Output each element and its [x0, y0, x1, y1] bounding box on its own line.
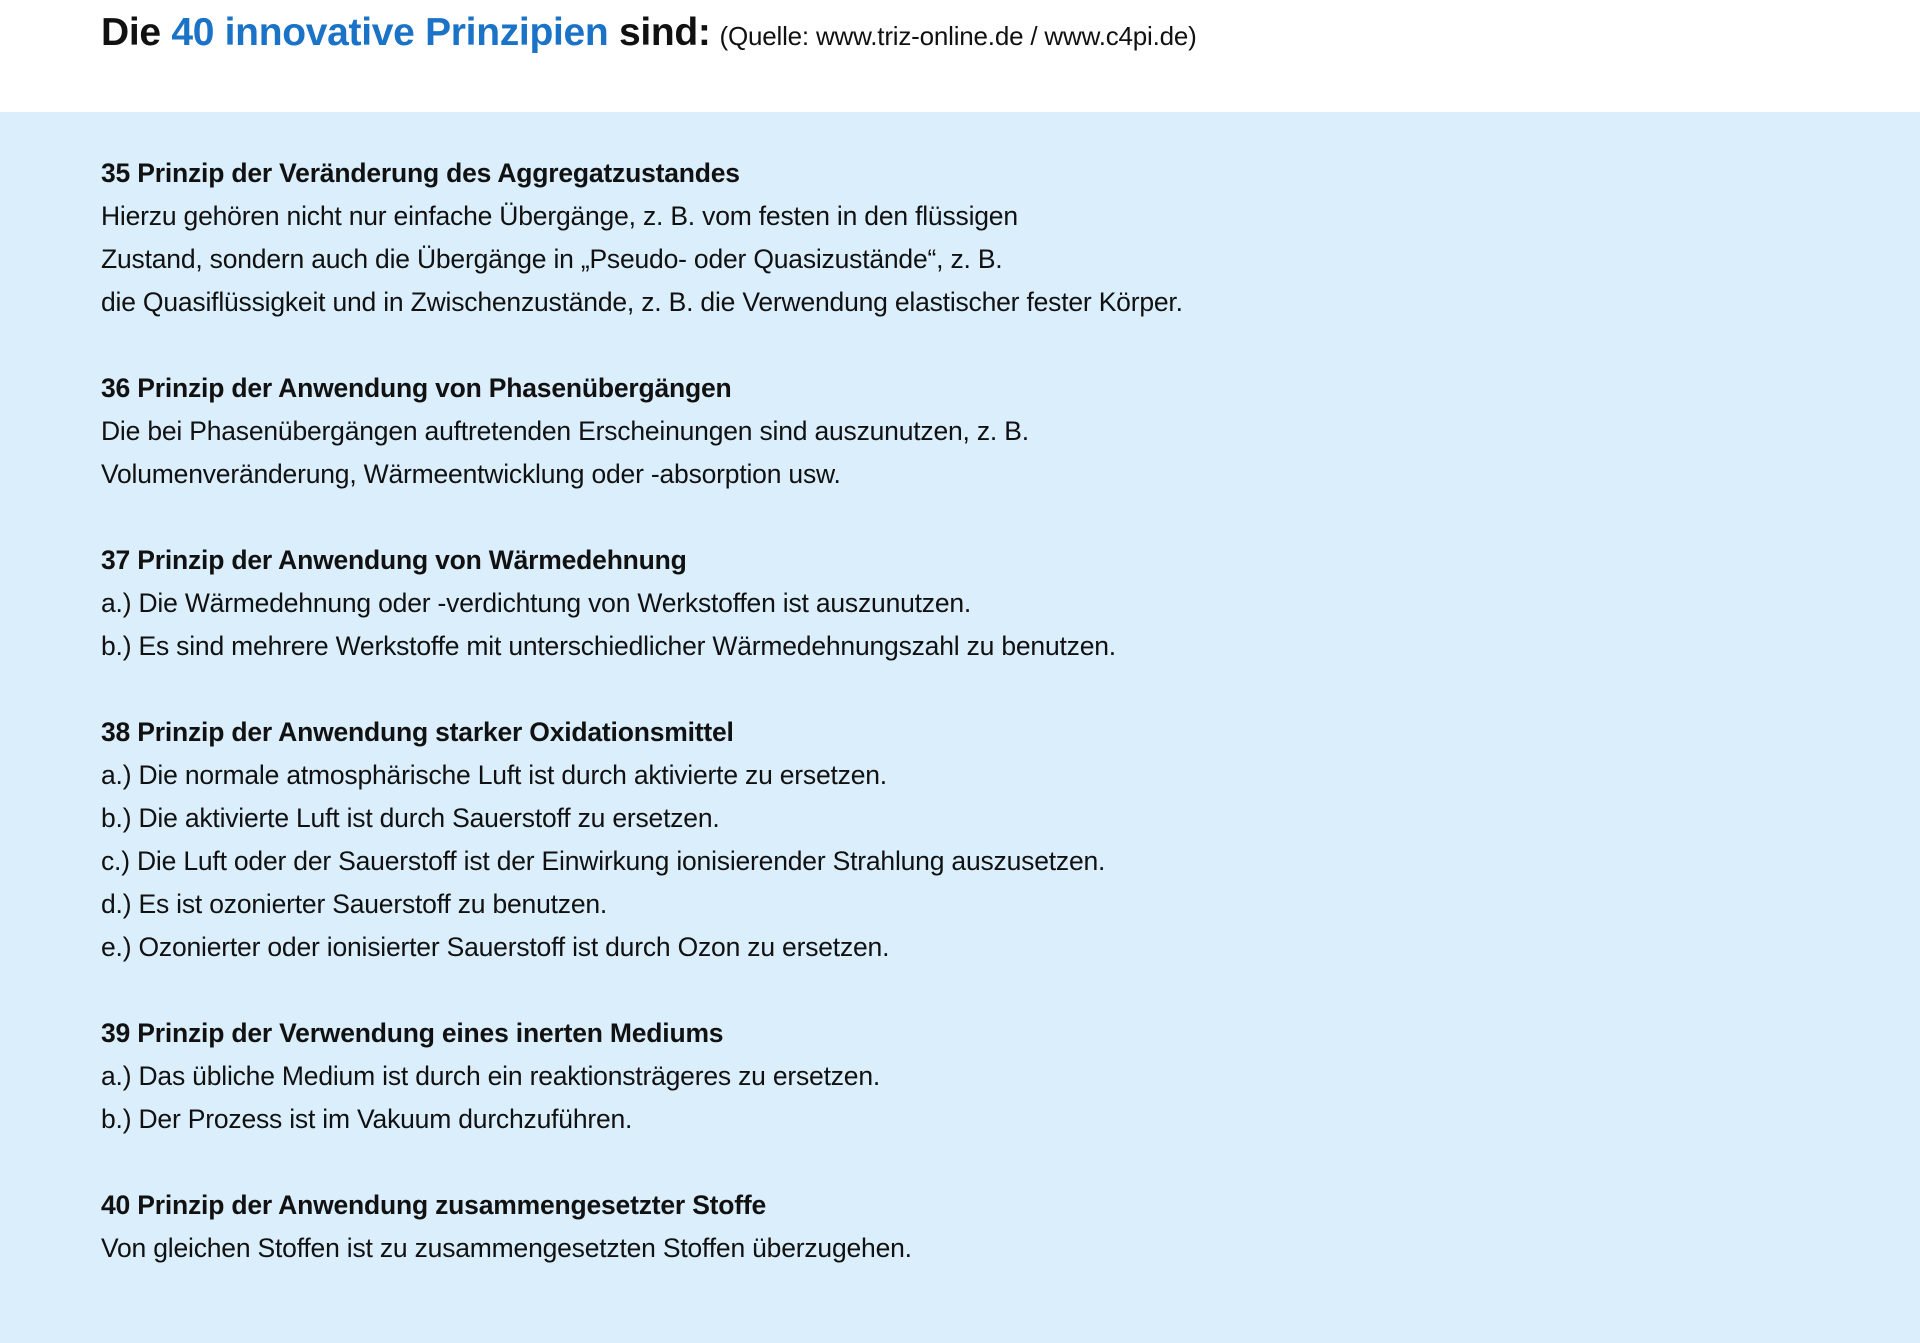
principle-block [101, 1012, 1801, 1141]
principle-text-line: b.) Der Prozess ist im Vakuum durchzuführen. [101, 1104, 633, 1134]
title-prefix: Die [101, 11, 172, 54]
principle-text-line: die Quasiflüssigkeit und in Zwischenzustände, z. B. die Verwendung elastischer fester Körper. [101, 287, 1183, 317]
principle-title: 38 Prinzip der Anwendung starker Oxidationsmittel [101, 717, 734, 747]
principle-title: 35 Prinzip der Veränderung des Aggregatzustandes [101, 158, 740, 188]
principle-block [101, 152, 1801, 324]
principle-text-line: b.) Es sind mehrere Werkstoffe mit unterschiedlicher Wärmedehnungszahl zu benutzen. [101, 631, 1116, 661]
principle-text-line: b.) Die aktivierte Luft ist durch Sauerstoff zu ersetzen. [101, 803, 720, 833]
principle-title: 39 Prinzip der Verwendung eines inerten Mediums [101, 1018, 724, 1048]
principle-text-line: d.) Es ist ozonierter Sauerstoff zu benutzen. [101, 889, 608, 919]
principle-block [101, 539, 1801, 668]
title-accent: 40 innovative Prinzipien [171, 11, 609, 54]
title-source: (Quelle: www.triz-online.de / www.c4pi.de) [719, 21, 1197, 51]
principle-block [101, 1184, 1801, 1270]
principle-text-line: a.) Das übliche Medium ist durch ein reaktionsträgeres zu ersetzen. [101, 1061, 881, 1091]
principle-text-line: Zustand, sondern auch die Übergänge in „Pseudo- oder Quasizustände“, z. B. [101, 244, 1003, 274]
principle-block [101, 711, 1801, 969]
principle-text-line: Hierzu gehören nicht nur einfache Übergänge, z. B. vom festen in den flüssigen [101, 201, 1018, 231]
principle-text-line: Volumenveränderung, Wärmeentwicklung oder -absorption usw. [101, 459, 841, 489]
principle-title: 37 Prinzip der Anwendung von Wärmedehnung [101, 545, 687, 575]
principle-text-line: e.) Ozonierter oder ionisierter Sauerstoff ist durch Ozon zu ersetzen. [101, 932, 890, 962]
page-title [101, 10, 1197, 59]
principle-text-line: a.) Die normale atmosphärische Luft ist durch aktivierte zu ersetzen. [101, 760, 887, 790]
principle-title: 36 Prinzip der Anwendung von Phasenübergängen [101, 373, 732, 403]
page-header [0, 0, 1920, 112]
principle-title: 40 Prinzip der Anwendung zusammengesetzter Stoffe [101, 1190, 767, 1220]
principle-text-line: Von gleichen Stoffen ist zu zusammengesetzten Stoffen überzugehen. [101, 1233, 912, 1263]
title-suffix: sind: [608, 11, 711, 54]
content-panel [0, 112, 1920, 1343]
principles-list [101, 152, 1801, 1313]
principle-text-line: a.) Die Wärmedehnung oder -verdichtung von Werkstoffen ist auszunutzen. [101, 588, 972, 618]
principle-block [101, 367, 1801, 496]
principle-text-line: c.) Die Luft oder der Sauerstoff ist der Einwirkung ionisierender Strahlung auszusetzen. [101, 846, 1106, 876]
principle-text-line: Die bei Phasenübergängen auftretenden Erscheinungen sind auszunutzen, z. B. [101, 416, 1029, 446]
